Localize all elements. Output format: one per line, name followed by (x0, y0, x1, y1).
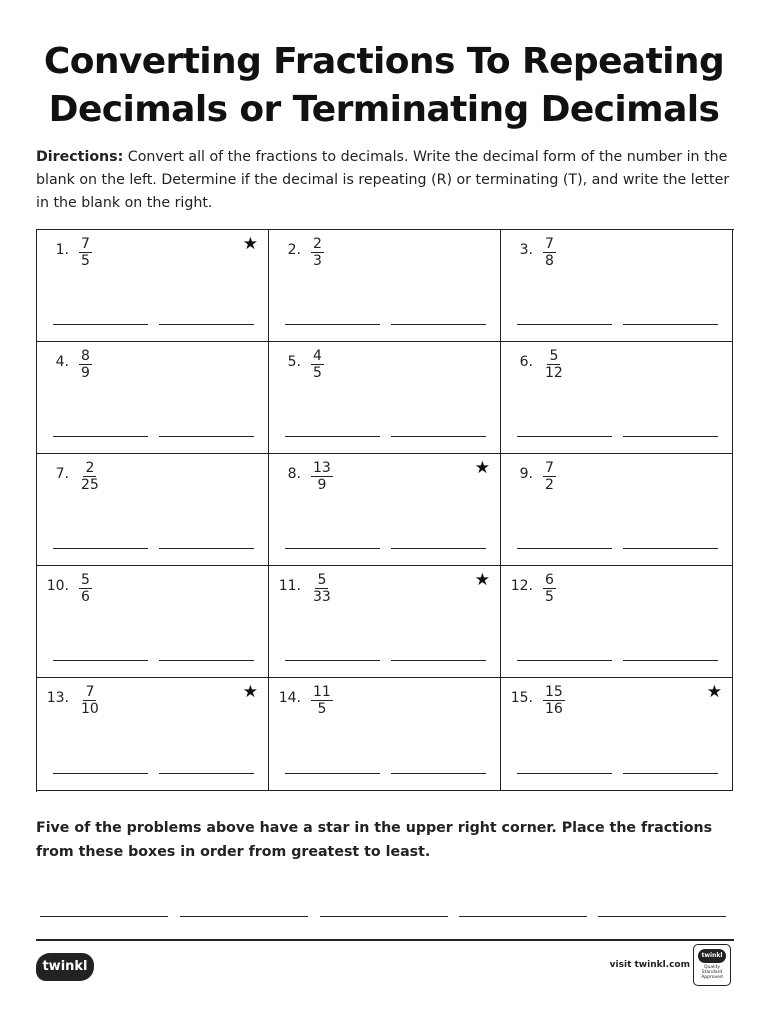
answer-blank-5[interactable] (598, 916, 726, 917)
fraction-denominator: 9 (317, 477, 327, 493)
star-icon: ★ (242, 234, 258, 254)
fraction (79, 348, 92, 381)
badge-text: Quality Standard Approved (701, 965, 723, 980)
fraction-numerator: 8 (81, 348, 90, 364)
fraction-denominator: 5 (317, 701, 327, 717)
fraction (311, 572, 333, 605)
type-answer-blank[interactable] (623, 324, 718, 325)
type-answer-blank[interactable] (391, 548, 486, 549)
problem-cell (269, 230, 501, 342)
fraction (543, 572, 556, 605)
problem-number: 10. (46, 578, 69, 594)
decimal-answer-blank[interactable] (285, 324, 380, 325)
problem-grid (36, 229, 734, 792)
fraction (79, 460, 101, 493)
footer-link[interactable]: visit twinkl.com (609, 960, 690, 970)
fraction (543, 236, 556, 269)
decimal-answer-blank[interactable] (53, 773, 148, 774)
decimal-answer-blank[interactable] (285, 773, 380, 774)
fraction-denominator: 10 (81, 701, 99, 717)
fraction-denominator: 5 (545, 589, 554, 605)
fraction-numerator: 5 (549, 348, 559, 364)
problem-cell (37, 678, 269, 791)
decimal-answer-blank[interactable] (53, 324, 148, 325)
problem-cell (501, 230, 733, 342)
decimal-answer-blank[interactable] (285, 436, 380, 437)
fraction (79, 572, 92, 605)
decimal-answer-blank[interactable] (53, 660, 148, 661)
decimal-answer-blank[interactable] (517, 660, 612, 661)
problem-cell (269, 678, 501, 791)
fraction-denominator: 3 (313, 253, 322, 269)
fraction-numerator: 4 (313, 348, 322, 364)
star-icon: ★ (242, 682, 258, 702)
fraction-numerator: 7 (85, 684, 95, 700)
problem-number: 11. (278, 578, 301, 594)
type-answer-blank[interactable] (623, 773, 718, 774)
fraction-numerator: 2 (85, 460, 95, 476)
fraction-denominator: 16 (545, 701, 563, 717)
decimal-answer-blank[interactable] (517, 324, 612, 325)
type-answer-blank[interactable] (159, 436, 254, 437)
fraction-denominator: 6 (81, 589, 90, 605)
decimal-answer-blank[interactable] (53, 436, 148, 437)
type-answer-blank[interactable] (623, 436, 718, 437)
fraction (543, 460, 556, 493)
problem-number: 9. (519, 466, 533, 482)
star-question: Five of the problems above have a star in the upper right corner. Place the fractions from these boxes in order from greatest to least. (36, 820, 713, 860)
problem-cell (37, 566, 269, 678)
problem-number: 15. (510, 690, 533, 706)
fraction-denominator: 12 (545, 365, 563, 381)
fraction-numerator: 7 (545, 236, 554, 252)
answer-blank-1[interactable] (40, 916, 168, 917)
type-answer-blank[interactable] (159, 548, 254, 549)
twinkl-logo: twinkl (36, 953, 94, 981)
fraction (79, 684, 101, 717)
decimal-answer-blank[interactable] (285, 660, 380, 661)
fraction-numerator: 5 (81, 572, 90, 588)
fraction-numerator: 13 (313, 460, 331, 476)
fraction-denominator: 9 (81, 365, 90, 381)
problem-cell (501, 678, 733, 791)
problem-number: 13. (46, 690, 69, 706)
decimal-answer-blank[interactable] (517, 436, 612, 437)
fraction (311, 684, 333, 717)
problem-number: 14. (278, 690, 301, 706)
fraction-numerator: 2 (313, 236, 322, 252)
problem-cell (269, 342, 501, 454)
fraction (311, 236, 324, 269)
problem-number: 1. (55, 242, 69, 258)
directions-label: Directions: (36, 149, 124, 165)
badge-logo: twinkl (698, 949, 726, 963)
type-answer-blank[interactable] (159, 660, 254, 661)
fraction-denominator: 5 (81, 253, 90, 269)
problem-cell (37, 454, 269, 566)
problem-number: 7. (55, 466, 69, 482)
problem-cell (269, 454, 501, 566)
quality-badge (693, 944, 731, 986)
fraction-numerator: 5 (317, 572, 327, 588)
problem-cell (501, 566, 733, 678)
problem-cell (269, 566, 501, 678)
problem-number: 6. (519, 354, 533, 370)
fraction-numerator: 6 (545, 572, 554, 588)
problem-cell (37, 342, 269, 454)
star-icon: ★ (706, 682, 722, 702)
footer-divider (36, 939, 734, 941)
directions (36, 146, 736, 215)
type-answer-blank[interactable] (623, 548, 718, 549)
problem-cell (501, 454, 733, 566)
fraction-denominator: 2 (545, 477, 554, 493)
answer-blank-2[interactable] (180, 916, 308, 917)
decimal-answer-blank[interactable] (517, 773, 612, 774)
problem-number: 5. (287, 354, 301, 370)
fraction (543, 348, 565, 381)
fraction-numerator: 11 (313, 684, 331, 700)
decimal-answer-blank[interactable] (53, 548, 148, 549)
fraction (311, 460, 333, 493)
fraction (311, 348, 324, 381)
title-line-2: Decimals or Terminating Decimals (48, 89, 720, 130)
fraction-numerator: 7 (545, 460, 554, 476)
problem-number: 2. (287, 242, 301, 258)
fraction-denominator: 25 (81, 477, 99, 493)
title-line-1: Converting Fractions To Repeating (43, 41, 725, 82)
type-answer-blank[interactable] (391, 436, 486, 437)
problem-cell (501, 342, 733, 454)
type-answer-blank[interactable] (623, 660, 718, 661)
decimal-answer-blank[interactable] (517, 548, 612, 549)
type-answer-blank[interactable] (159, 324, 254, 325)
type-answer-blank[interactable] (391, 660, 486, 661)
type-answer-blank[interactable] (391, 324, 486, 325)
problem-number: 8. (287, 466, 301, 482)
problem-number: 12. (510, 578, 533, 594)
problem-cell (37, 230, 269, 342)
fraction-numerator: 7 (81, 236, 90, 252)
decimal-answer-blank[interactable] (285, 548, 380, 549)
directions-text: Convert all of the fractions to decimals. Write the decimal form of the number in the blank on the left. Determine if the decimal is repeating (R) or terminating (T), and write the letter in the blank on the right. (36, 149, 730, 211)
fraction-denominator: 5 (313, 365, 322, 381)
fraction (543, 684, 565, 717)
problem-number: 3. (519, 242, 533, 258)
star-icon: ★ (474, 458, 490, 478)
answer-blank-4[interactable] (459, 916, 587, 917)
problem-number: 4. (55, 354, 69, 370)
fraction-numerator: 15 (545, 684, 563, 700)
fraction-denominator: 8 (545, 253, 554, 269)
fraction (79, 236, 92, 269)
type-answer-blank[interactable] (159, 773, 254, 774)
fraction-denominator: 33 (313, 589, 331, 605)
star-icon: ★ (474, 570, 490, 590)
type-answer-blank[interactable] (391, 773, 486, 774)
answer-blank-3[interactable] (320, 916, 448, 917)
page-title (0, 38, 768, 134)
